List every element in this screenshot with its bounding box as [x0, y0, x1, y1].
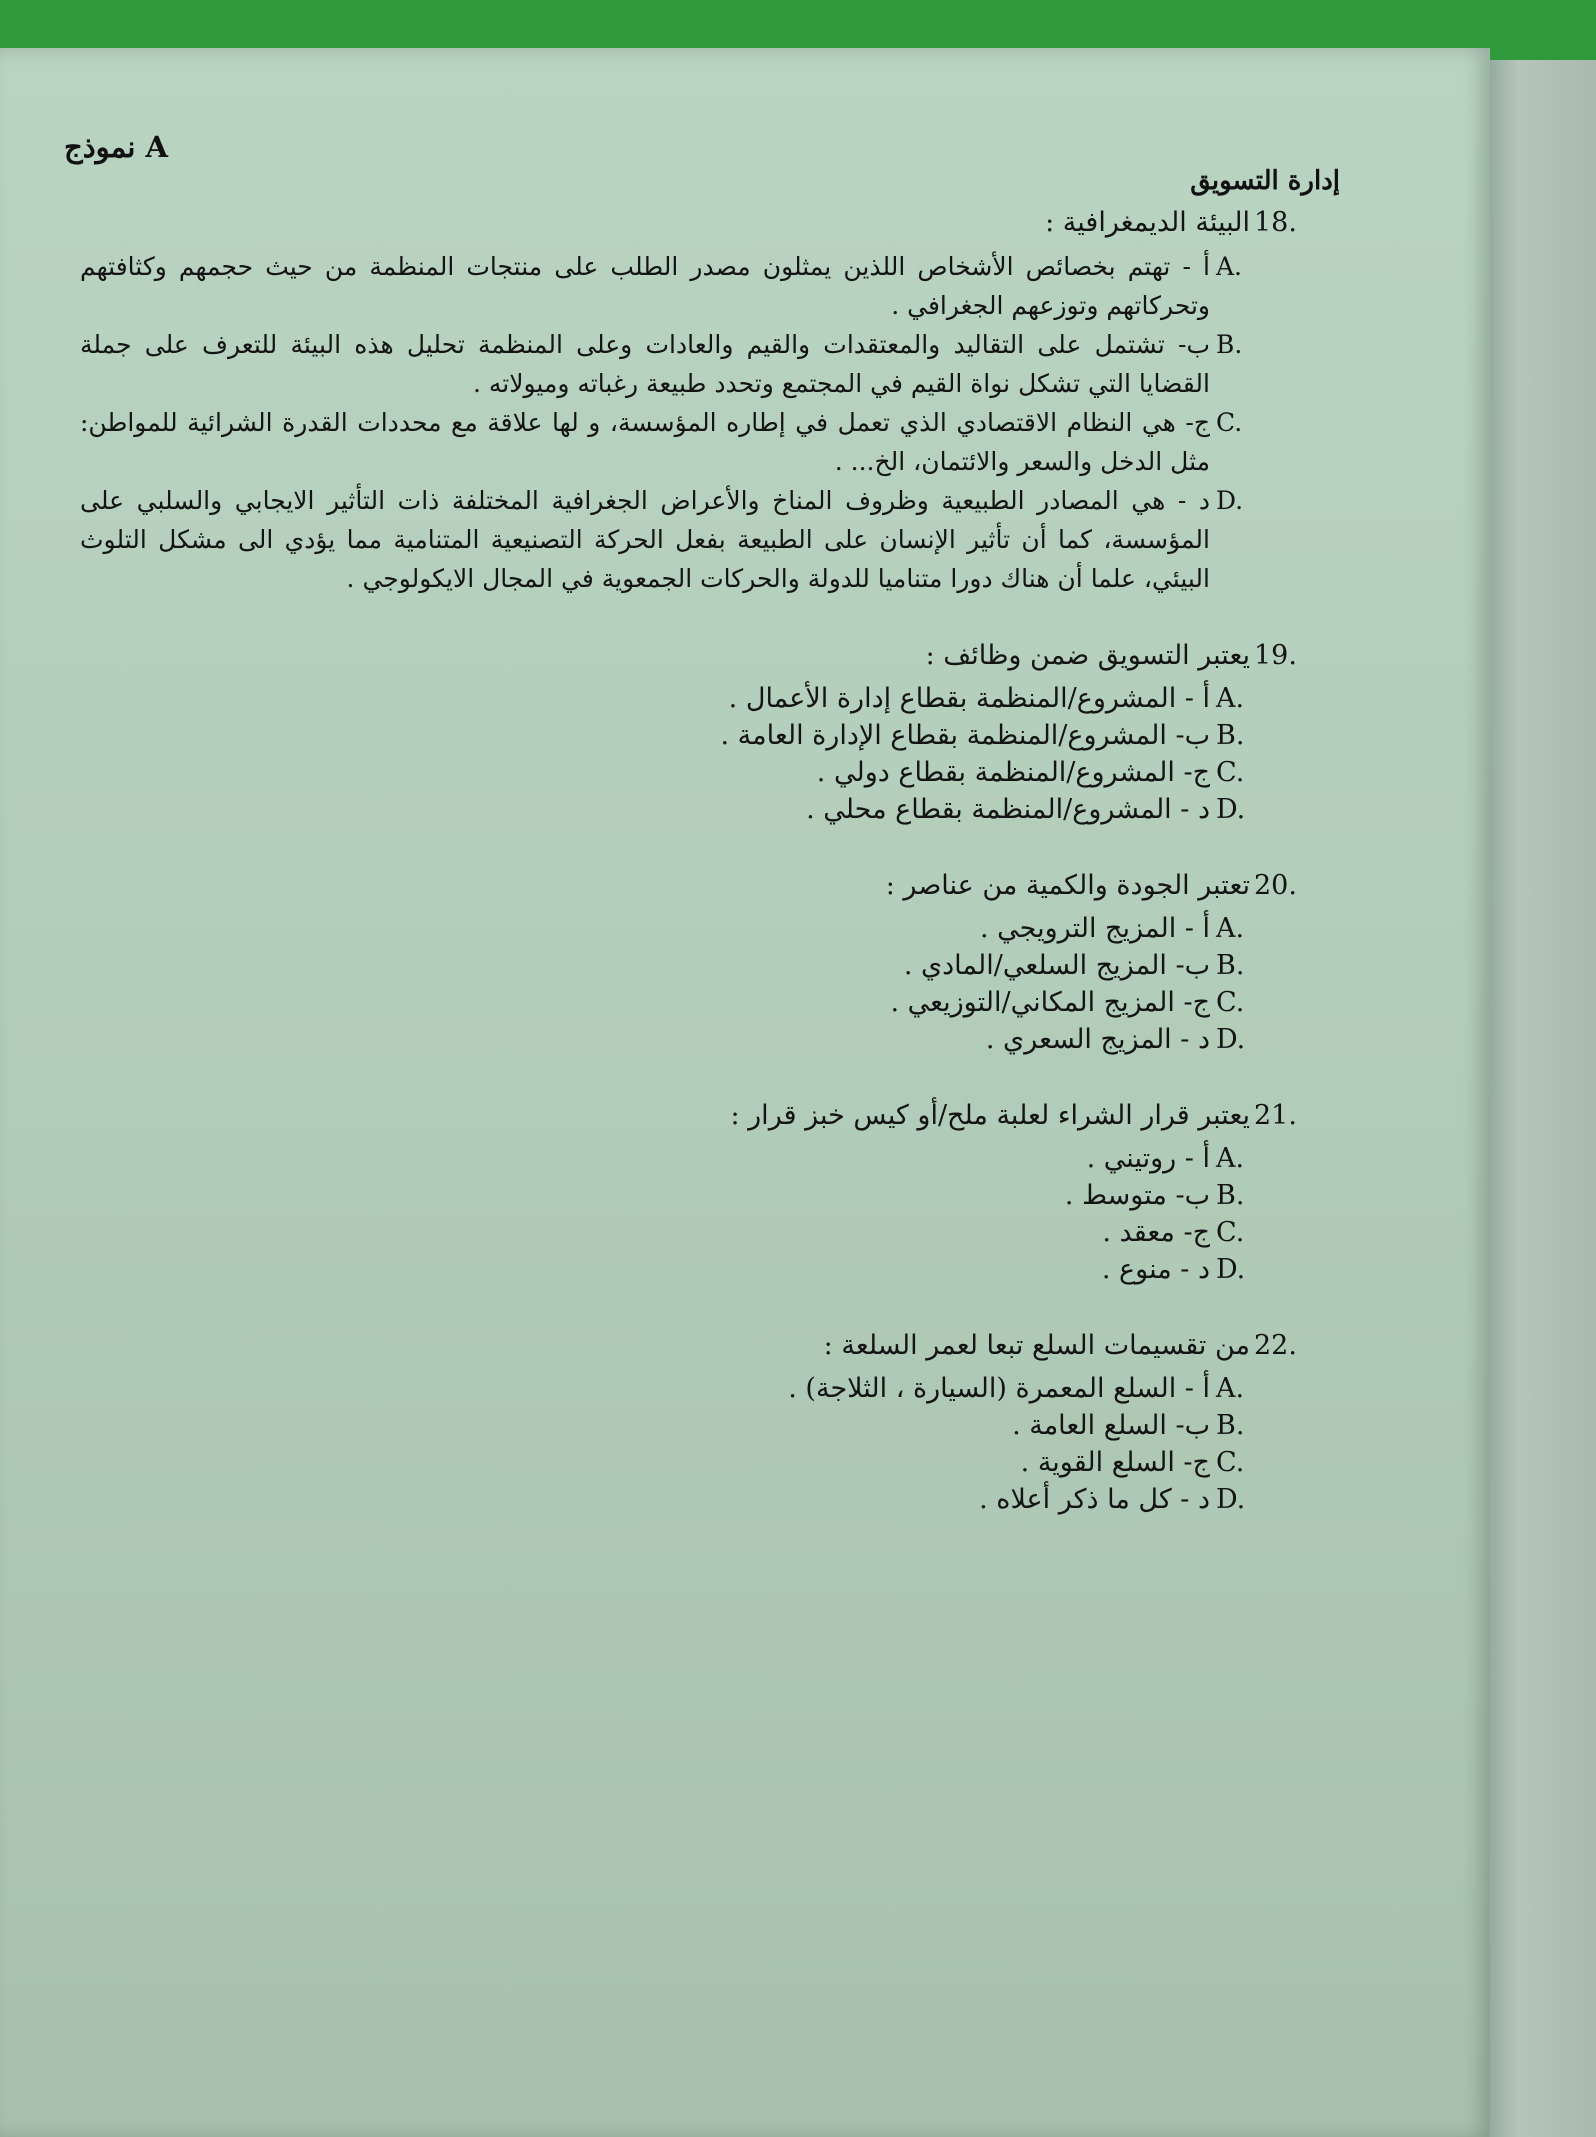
option-text: أ - المشروع/المنظمة بقطاع إدارة الأعمال . [728, 683, 1210, 714]
option-letter: C. [1216, 757, 1245, 788]
question-heading [50, 205, 1310, 241]
option-text: أ - المزيج الترويجي . [980, 913, 1210, 944]
option-a [50, 1370, 1250, 1407]
model-label: نموذج A [64, 130, 169, 164]
question-20 [50, 868, 1310, 1058]
option-text: ج- السلع القوية . [1020, 1447, 1210, 1478]
question-number: 22. [1254, 1330, 1297, 1361]
option-a [50, 910, 1250, 947]
question-number: 21. [1254, 1100, 1297, 1131]
option-text: أ - السلع المعمرة (السيارة ، الثلاجة) . [788, 1373, 1210, 1404]
option-text: ج- المزيج المكاني/التوزيعي . [890, 987, 1210, 1018]
option-text: د - منوع . [1101, 1254, 1210, 1285]
option-text: د - كل ما ذكر أعلاه . [979, 1484, 1210, 1515]
option-letter: A. [1216, 1143, 1245, 1174]
option-b [50, 325, 1250, 403]
option-b [50, 947, 1250, 984]
option-d [50, 1251, 1250, 1288]
option-text: ج- هي النظام الاقتصادي الذي تعمل في إطاره المؤسسة، و لها علاقة مع محددات القدرة الشرائية للمواطن: مثل الدخل والسعر والائتمان، الخ... . [80, 408, 1210, 476]
question-number: 19. [1254, 640, 1297, 671]
option-c [50, 1214, 1250, 1251]
option-letter: B. [1216, 330, 1243, 359]
option-letter: D. [1216, 1254, 1246, 1285]
question-heading [50, 638, 1310, 674]
question-text: تعتبر الجودة والكمية من عناصر : [885, 870, 1250, 901]
option-letter: D. [1216, 486, 1244, 515]
option-text: د - المشروع/المنظمة بقطاع محلي . [806, 794, 1210, 825]
option-letter: D. [1216, 1024, 1246, 1055]
question-text: من تقسيمات السلع تبعا لعمر السلعة : [823, 1330, 1250, 1361]
option-letter: D. [1216, 1484, 1246, 1515]
option-text: د - المزيج السعري . [985, 1024, 1210, 1055]
question-text: يعتبر التسويق ضمن وظائف : [925, 640, 1250, 671]
option-letter: A. [1216, 1373, 1245, 1404]
option-a [50, 1140, 1250, 1177]
option-letter: A. [1216, 913, 1245, 944]
option-d [50, 481, 1250, 598]
option-d [50, 791, 1250, 828]
option-letter: C. [1216, 408, 1243, 437]
question-21 [50, 1098, 1310, 1288]
option-d [50, 1481, 1250, 1518]
option-letter: B. [1216, 950, 1245, 981]
question-text: يعتبر قرار الشراء لعلبة ملح/أو كيس خبز قرار : [730, 1100, 1250, 1131]
question-18 [50, 205, 1310, 598]
option-text: ج- معقد . [1102, 1217, 1210, 1248]
option-b [50, 1407, 1250, 1444]
option-b [50, 1177, 1250, 1214]
option-letter: C. [1216, 987, 1245, 1018]
option-text: ب- المشروع/المنظمة بقطاع الإدارة العامة . [720, 720, 1210, 751]
subject-title: إدارة التسويق [1190, 166, 1340, 196]
option-letter: D. [1216, 794, 1246, 825]
option-letter: A. [1216, 252, 1243, 281]
option-a [50, 247, 1250, 325]
option-text: د - هي المصادر الطبيعية وظروف المناخ والأعراض الجغرافية المختلفة ذات التأثير الايجابي والسلبي على المؤسسة، كما أن تأثير الإنسان على الطبيعة بفعل الحركة التصنيعية المتنامية مما يؤدي الى مشكل التلوث البيئي، علما أن هناك دورا متناميا للدولة والحركات الجمعوية في المجال الايكولوجي . [80, 486, 1210, 593]
question-number: 20. [1254, 870, 1297, 901]
option-letter: B. [1216, 1410, 1245, 1441]
binder-spine [1485, 60, 1596, 2137]
option-c [50, 754, 1250, 791]
question-heading [50, 1098, 1310, 1134]
question-heading [50, 1328, 1310, 1364]
question-heading [50, 868, 1310, 904]
option-letter: B. [1216, 1180, 1245, 1211]
option-text: ب- تشتمل على التقاليد والمعتقدات والقيم والعادات وعلى المنظمة تحليل هذه البيئة للتعرف على جملة القضايا التي تشكل نواة القيم في المجتمع وتحدد طبيعة رغباته وميولاته . [80, 330, 1210, 398]
option-c [50, 1444, 1250, 1481]
option-text: ب- متوسط . [1064, 1180, 1210, 1211]
option-b [50, 717, 1250, 754]
question-text: البيئة الديمغرافية : [1045, 207, 1250, 238]
question-number: 18. [1254, 207, 1297, 238]
option-letter: B. [1216, 720, 1245, 751]
option-text: ج- المشروع/المنظمة بقطاع دولي . [816, 757, 1210, 788]
option-text: أ - روتيني . [1086, 1143, 1210, 1174]
option-c [50, 403, 1250, 481]
option-a [50, 680, 1250, 717]
question-22 [50, 1328, 1310, 1518]
question-19 [50, 638, 1310, 828]
option-d [50, 1021, 1250, 1058]
option-text: ب- السلع العامة . [1012, 1410, 1210, 1441]
option-letter: A. [1216, 683, 1245, 714]
option-c [50, 984, 1250, 1021]
option-letter: C. [1216, 1447, 1245, 1478]
questions-list [50, 205, 1310, 1558]
option-letter: C. [1216, 1217, 1245, 1248]
option-text: ب- المزيج السلعي/المادي . [903, 950, 1210, 981]
option-text: أ - تهتم بخصائص الأشخاص اللذين يمثلون مصدر الطلب على منتجات المنظمة من حيث حجمهم وكثافتهم وتحركاتهم وتوزعهم الجغرافي . [80, 252, 1210, 320]
